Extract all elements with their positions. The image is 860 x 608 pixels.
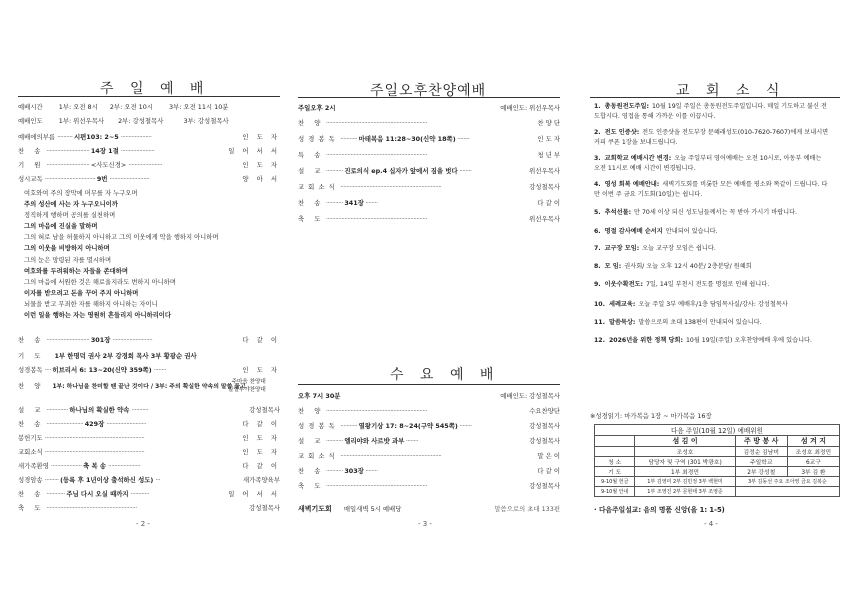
dot-leader: ·························· <box>106 420 147 428</box>
table-cell: 조성호 최정민 <box>787 447 839 457</box>
news-text: 새벽기도회를 비롯한 모든 예배를 평소와 똑같이 드립니다. 다만 이번 주 금요 기도회(10일)는 쉽니다. <box>594 181 828 198</box>
order-content: 1부: 하나님을 찬미할 땐 끝난 것이다 / 3부: 주의 확실한 약속의 말씀 들고 <box>52 384 246 390</box>
order-row <box>18 476 280 485</box>
meta-value: 1부: 위선우목사 <box>58 117 105 125</box>
news-heading: 이웃수확전도: <box>604 281 643 288</box>
order-content: 시편103: 2~5 <box>73 133 119 141</box>
order-row <box>298 167 560 176</box>
dot-leader: ········· <box>44 476 61 484</box>
news-text: 10월 19일 주일은 총동원전도주일입니다. 매일 기도하고 불신 전도합시다. 영접을 통해 가까운 이를 이끕시다. <box>594 103 827 120</box>
dot-leader: ···················· <box>50 462 84 470</box>
table-cell: 조성호 <box>635 447 735 457</box>
order-role: 양 아 서 <box>242 175 280 183</box>
dot-leader: ············ <box>46 490 67 498</box>
order-label: 축 도 <box>298 482 325 490</box>
order-row <box>18 448 280 457</box>
reading-line: 정직하게 행하며 공의를 실천하며 <box>24 212 116 220</box>
dot-leader: ·························· <box>109 175 150 183</box>
meta-leader-row <box>18 117 229 126</box>
choir-name: 할렐루야찬양대 <box>228 387 266 393</box>
reading-line: 여호와여 주의 장막에 머무를 자 누구오며 <box>24 190 138 197</box>
table-cell: 담당자 및 구역 (301 박광호) <box>635 457 735 467</box>
right-column <box>590 0 840 608</box>
order-row <box>298 467 560 476</box>
order-content: 429장 <box>84 420 105 428</box>
service-time <box>298 104 560 113</box>
order-label: 찬 송 <box>18 420 45 428</box>
dot-leader: ·································································· <box>324 215 427 223</box>
news-number: 12. <box>594 337 605 344</box>
order-content: (등록 후 1년이상 출석하신 성도) <box>60 476 154 484</box>
order-label: 찬 양 <box>18 382 45 390</box>
dot-leader: ······················ <box>128 161 163 169</box>
reading-line: 여호와를 두려워하는 자들을 존대하며 <box>24 267 128 275</box>
table-header: 섬 겨 지 <box>787 436 839 447</box>
news-item <box>594 244 829 254</box>
order-label: 축 도 <box>18 504 45 512</box>
order-label: 예배에의부름 <box>18 133 56 141</box>
time-label: 오후 7시 30분 <box>298 392 341 400</box>
dot-leader: ··········· <box>131 406 149 414</box>
table-cell: 3부 김동선 주요 조아영 금요 김복순 <box>735 477 839 487</box>
reading-line: 뇌물을 받고 무죄한 자를 해하지 아니하는 자이니 <box>24 300 158 308</box>
news-number: 3. <box>594 155 601 162</box>
order-row <box>298 135 560 144</box>
middle-column <box>298 0 560 608</box>
news-heading: 모 임: <box>604 263 622 270</box>
order-row <box>298 422 560 431</box>
dot-leader: ···················· <box>120 133 152 141</box>
dot-leader: ·············· <box>46 406 70 414</box>
sunday-service-title: 주 일 예 배 <box>100 81 210 97</box>
service-time <box>298 392 560 401</box>
order-row <box>18 462 280 471</box>
order-content: 히브리서 6: 13~20(신약 359쪽) <box>52 366 152 374</box>
order-label: 성경암송 <box>18 476 43 484</box>
news-text: 전도 인증샷을 전도부장 문혜래성도(010-7620-7607)에게 보내시면 커피 쿠폰 1장을 보내드립니다. <box>594 129 829 146</box>
meta-value: 2부: 강성철목사 <box>118 117 164 125</box>
table-row <box>595 425 840 436</box>
order-content: 열왕기상 17: 8~24(구약 545쪽) <box>358 422 458 430</box>
order-role: 찬 양 단 <box>537 119 560 127</box>
table-cell: 3부 김 환 <box>787 467 839 477</box>
order-label: 새가족환영 <box>18 462 49 470</box>
table-header: 섬 김 이 <box>635 436 735 447</box>
meta-value: 3부: 오전 11시 10분 <box>169 103 229 111</box>
reading-plan: ※성경읽기: 마가복음 1장 ~ 마가복음 16장 <box>590 412 712 420</box>
duty-caption: 다음 주일(10월 12일) 예배위원 <box>595 425 840 436</box>
order-label: 봉헌기도 <box>18 434 43 442</box>
order-content: 341장 <box>344 199 364 207</box>
dot-leader: ·································································· <box>338 183 442 191</box>
choir-name: 주마음 찬양대 <box>231 379 266 385</box>
dot-leader: ···························· <box>46 336 91 344</box>
dot-leader: ································································· <box>44 448 145 456</box>
order-row <box>298 215 560 224</box>
news-heading: 교회학교 예배시간 변경: <box>604 155 672 162</box>
order-content: 진로의식 ep.4 십자가 앞에서 짐을 벗다 <box>344 167 458 175</box>
order-row <box>18 175 280 184</box>
dot-leader: ········ <box>363 467 378 475</box>
order-row <box>18 366 280 375</box>
dot-leader: ········ <box>457 167 472 175</box>
order-role: 강성철목사 <box>529 437 560 445</box>
divider <box>298 97 560 98</box>
order-role: 강성철목사 <box>249 406 280 414</box>
order-label: 기 도 <box>18 352 45 360</box>
news-heading: 세례교육: <box>608 301 636 308</box>
order-role: 인 도 자 <box>242 366 280 374</box>
divider <box>18 96 280 97</box>
order-content: 1부 한명덕 권사 2부 강경희 목사 3부 황광순 권사 <box>54 352 197 360</box>
order-content: 303장 <box>344 467 364 475</box>
reading-line: 그의 이웃을 비방하지 아니하며 <box>24 245 110 253</box>
next-sermon: · 다음주일설교: 음의 명품 신앙(을 1: 1-5) <box>594 506 725 514</box>
time-label: 주일오후 2시 <box>298 104 336 112</box>
order-content: 14장 1절 <box>90 147 119 155</box>
table-cell: 김정순 김남미 <box>735 447 787 457</box>
order-role: 위선우목사 <box>529 167 560 175</box>
news-number: 10. <box>594 301 605 308</box>
order-label: 찬 송 <box>18 147 45 155</box>
table-cell: 청 소 <box>595 457 635 467</box>
order-label: 찬 송 <box>298 467 325 475</box>
order-row <box>18 352 280 361</box>
order-role: 다 같 이 <box>537 467 560 475</box>
news-text: 안내되어 있습니다. <box>665 228 718 235</box>
news-text: 권사회/ 오늘 오후 12시 40분/ 2층분당/ 원혜희 <box>624 263 752 270</box>
news-heading: 2026년을 위한 정책 당회: <box>608 337 683 344</box>
news-heading: 말씀묵상: <box>608 319 636 326</box>
afternoon-service-title: 주일오후찬양예배 <box>370 83 487 99</box>
dot-leader: ·································································· <box>338 452 442 460</box>
order-row <box>298 199 560 208</box>
church-news-title: 교 회 소 식 <box>676 83 786 99</box>
meta-label: 예배인도 <box>18 117 43 125</box>
table-row <box>595 467 840 477</box>
dawn-reading: 말씀으로의 초대 133편 <box>494 505 560 513</box>
order-role: 강성철목사 <box>529 422 560 430</box>
reading-line: 이런 일을 행하는 자는 영원히 흔들리지 아니하리이다 <box>24 312 171 320</box>
order-role: 위선우목사 <box>529 215 560 223</box>
order-label: 설 교 <box>18 406 45 414</box>
divider <box>590 97 840 98</box>
order-role: 다 같 이 <box>537 199 560 207</box>
dot-leader: ········ <box>404 437 419 445</box>
news-item <box>594 280 829 290</box>
order-row <box>18 420 280 429</box>
order-role: 인 도 자 <box>242 434 280 442</box>
page-number: - 2 - <box>136 520 150 528</box>
order-label: 교회소식 <box>298 452 339 460</box>
order-label: 찬 송 <box>298 199 325 207</box>
news-item <box>594 262 829 272</box>
news-number: 7. <box>594 245 601 252</box>
dot-leader: ························ <box>46 420 85 428</box>
table-row <box>595 447 840 457</box>
meta-time-row <box>18 103 228 112</box>
meta-value: 2부: 오전 10시 <box>109 103 153 111</box>
dot-leader: ·································································· <box>324 151 427 159</box>
news-item <box>594 102 829 122</box>
order-content: 주님 다시 오실 때까지 <box>66 490 129 498</box>
news-text: 7일, 14일 부천시 전도를 명절로 인해 쉽니다. <box>646 281 770 288</box>
choir-names <box>228 378 266 394</box>
leader-label: 예배인도: 강성철목사 <box>500 392 560 400</box>
news-item <box>594 336 829 346</box>
dot-leader: ··········· <box>324 437 345 445</box>
divider <box>298 384 560 385</box>
dot-leader: ·································································· <box>324 482 427 490</box>
news-number: 5. <box>594 209 601 216</box>
reading-line: 그의 마음에 진실을 말하며 <box>24 223 98 231</box>
order-role: 인 도 자 <box>242 161 280 169</box>
dot-leader: ··························································· <box>46 504 137 512</box>
table-row <box>595 457 840 467</box>
news-text: 만 70세 이상 되신 성도님들께서는 꼭 받아 가시기 바랍니다. <box>634 209 798 216</box>
dot-leader: ······················ <box>120 147 155 155</box>
order-label: 축 도 <box>298 215 325 223</box>
news-number: 8. <box>594 263 601 270</box>
leader-label: 예배인도: 위선우목사 <box>500 104 560 112</box>
dot-leader: ··········· <box>324 199 345 207</box>
order-label: 설 교 <box>298 437 325 445</box>
order-role: 말 은 이 <box>537 452 560 460</box>
table-cell <box>595 447 635 457</box>
order-label: 설 교 <box>298 167 325 175</box>
dot-leader: ··········· <box>324 167 345 175</box>
order-row <box>298 407 560 416</box>
news-number: 6. <box>594 228 601 235</box>
table-row <box>595 477 840 487</box>
news-number: 9. <box>594 281 601 288</box>
table-cell: 기 도 <box>595 467 635 477</box>
order-row <box>18 133 280 142</box>
order-label: 특 송 <box>298 151 325 159</box>
dawn-label: 새벽기도회 <box>298 505 332 513</box>
reading-line: 그의 혀로 남을 허물하지 아니하고 그의 이웃에게 악을 행하지 아니하며 <box>24 234 219 242</box>
news-item <box>594 180 829 200</box>
order-content: 축 복 송 <box>83 462 107 470</box>
order-role: 새가족양육부 <box>242 476 280 484</box>
order-role: 강성철목사 <box>529 183 560 191</box>
order-row <box>18 490 280 499</box>
dot-leader: ··········· <box>338 422 359 430</box>
news-heading: 영성 회복 예배안내: <box>604 181 660 188</box>
news-text: 오늘 교구장 모임은 쉽니다. <box>642 245 716 252</box>
order-label: 성경봉독 <box>18 366 43 374</box>
dot-leader: ····················· <box>108 462 141 470</box>
news-number: 4. <box>594 181 601 188</box>
order-row <box>18 406 280 415</box>
table-cell: 6교구 <box>787 457 839 467</box>
order-role: 강성철목사 <box>529 482 560 490</box>
left-column <box>18 0 280 608</box>
news-item <box>594 208 829 218</box>
dot-leader: ···························· <box>46 161 91 169</box>
news-number: 11. <box>594 319 605 326</box>
dot-leader: ·································································· <box>324 119 427 127</box>
dot-leader: ································· <box>44 175 97 183</box>
dawn-prayer <box>298 505 560 514</box>
order-label: 성경봉독 <box>298 135 339 143</box>
order-row <box>18 147 280 156</box>
order-row <box>298 437 560 446</box>
order-role: 다 같 이 <box>242 336 280 344</box>
order-label: 성시교독 <box>18 175 43 183</box>
reading-line: 이자를 받으려고 돈을 꾸어 주지 아니하며 <box>24 289 139 297</box>
order-role: 강성철목사 <box>249 504 280 512</box>
order-row <box>298 119 560 128</box>
duty-table <box>594 424 840 497</box>
meta-value: 1부: 오전 8시 <box>58 103 98 111</box>
dot-leader: ································································· <box>44 434 145 442</box>
order-role: 다 같 이 <box>242 420 280 428</box>
order-label: 찬 양 <box>298 119 325 127</box>
order-role: 수요찬양단 <box>529 407 560 415</box>
news-item <box>594 318 829 328</box>
order-row <box>298 151 560 160</box>
order-row <box>298 482 560 491</box>
order-content: 마태복음 11:28~30(신약 18쪽) <box>358 135 456 143</box>
order-content: <사도신경> <box>90 161 127 169</box>
dawn-time: 매일새벽 5시 예배당 <box>343 505 402 513</box>
page-number: - 3 - <box>418 520 432 528</box>
order-role: 인 도 자 <box>242 448 280 456</box>
order-role: 인 도 자 <box>242 133 280 141</box>
news-heading: 총동원전도주일: <box>604 103 649 110</box>
order-row <box>18 161 280 170</box>
news-item <box>594 227 829 237</box>
table-cell: 9-10월 안내 <box>595 487 635 497</box>
dot-leader: ···· <box>44 366 53 374</box>
dot-leader: ·························· <box>112 336 153 344</box>
news-item <box>594 128 829 148</box>
table-cell: 9-10월 헌금 <box>595 477 635 487</box>
dot-leader: ········ <box>153 366 166 374</box>
news-text: 오늘 주일 3부 예배후/1층 담임목사실/강사: 강성철목사 <box>638 301 788 308</box>
order-label: 찬 송 <box>18 490 45 498</box>
order-label: 성경봉독 <box>298 422 339 430</box>
order-role: 일 어 서 서 <box>228 490 280 498</box>
order-row <box>18 504 280 513</box>
page-number: - 4 - <box>704 520 718 528</box>
order-role: 일 어 서 서 <box>228 147 280 155</box>
responsive-reading <box>24 188 280 321</box>
news-number: 2. <box>594 129 601 136</box>
dot-leader: ············ <box>130 490 150 498</box>
news-heading: 전도 인증샷: <box>604 129 640 136</box>
table-header: 주 방 봉 사 <box>735 436 787 447</box>
dot-leader: ········ <box>363 199 378 207</box>
meta-label: 예배시간 <box>18 103 43 111</box>
news-text: 10월 19일(주일) 오후찬양예배 후에 있습니다. <box>685 337 812 344</box>
meta-value: 3부: 강성철목사 <box>183 117 229 125</box>
table-row <box>595 436 840 447</box>
order-label: 교회소식 <box>18 448 43 456</box>
reading-line: 그의 눈은 망령된 자를 멸시하며 <box>24 256 112 264</box>
order-role: 다 같 이 <box>242 462 280 470</box>
dot-leader: ·································································· <box>324 407 427 415</box>
order-content: 9번 <box>96 175 108 183</box>
dot-leader: ·········· <box>57 133 74 141</box>
order-content: 하나님의 확실한 약속 <box>69 406 130 414</box>
table-header <box>595 436 635 447</box>
order-label: 기 원 <box>18 161 45 169</box>
news-heading: 명절 감사예배 순서지 <box>604 228 663 235</box>
order-label: 찬 송 <box>18 336 45 344</box>
order-role: 인 도 자 <box>537 135 560 143</box>
table-cell: 주일학교 <box>735 457 787 467</box>
reading-line: 그의 마음에 서원한 것은 해로울지라도 변하지 아니하며 <box>24 278 176 286</box>
news-heading: 교구장 모임: <box>604 245 640 252</box>
order-content: 엘리야와 사르밧 과부 <box>344 437 405 445</box>
news-item <box>594 300 829 310</box>
dot-leader: ··········· <box>338 135 359 143</box>
dot-leader: ········ <box>457 422 472 430</box>
order-content: 301장 <box>90 336 111 344</box>
reading-line: 주의 성산에 사는 자 누구오니이까 <box>24 201 118 209</box>
table-cell: 1부 김영미 2부 김민정 3부 백현미 <box>635 477 735 487</box>
order-label: 교회소식 <box>298 183 339 191</box>
news-heading: 추석선물: <box>604 209 632 216</box>
dot-leader: ········ <box>455 135 470 143</box>
news-text: 말씀으로의 초대 138편이 안내되어 있습니다. <box>638 319 762 326</box>
order-row <box>298 452 560 461</box>
table-cell: 1부 조영진 2부 문현태 3부 조영준 <box>635 487 735 497</box>
order-role: 청 년 부 <box>537 151 560 159</box>
table-row <box>595 487 840 497</box>
table-cell: 2부 강성철 <box>735 467 787 477</box>
table-cell: 1부 최경민 <box>635 467 735 477</box>
dot-leader: ···························· <box>46 147 91 155</box>
dot-leader: ··········· <box>324 467 345 475</box>
order-row <box>18 434 280 443</box>
news-number: 1. <box>594 103 601 110</box>
order-label: 찬 양 <box>298 407 325 415</box>
news-item <box>594 154 829 174</box>
order-row <box>298 183 560 192</box>
wednesday-service-title: 수 요 예 배 <box>390 367 500 383</box>
order-row <box>18 336 280 345</box>
news-text: 오늘 주일부터 영어예배는 오전 10시로, 아동부 예배는 오전 11시로 예배 시간이 변경됩니다. <box>594 155 822 172</box>
table-cell <box>735 487 839 497</box>
dot-leader: ··· <box>155 476 161 484</box>
